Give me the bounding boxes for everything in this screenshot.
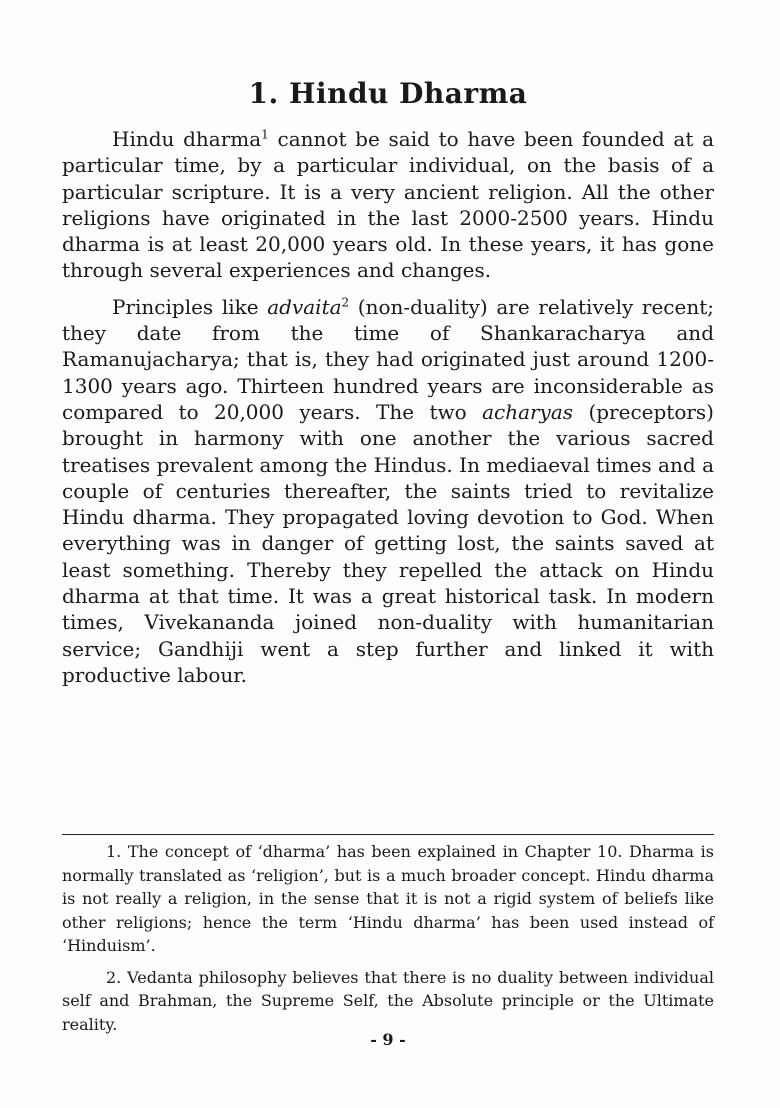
term-acharyas: acharyas bbox=[482, 399, 574, 424]
page-number: - 9 - bbox=[370, 1030, 406, 1049]
paragraph-2-part-b: (non-duality) are relatively recent; they date from the time of Shankaracharya and Ramanujacharya; that is, they had originated just around 1200-1300 years ago. Thirteen hundred years are inconsiderable as compared to 20,000 years. The two bbox=[62, 294, 714, 424]
paragraph-2-part-a: Principles like bbox=[112, 294, 268, 319]
footnote-divider bbox=[62, 834, 714, 835]
footnote-1: 1. The concept of ‘dharma’ has been explained in Chapter 10. Dharma is normally translated as ‘religion’, but is a much broader concept. Hindu dharma is not really a religion, in the sense that it is not a rigid system of beliefs like other religions; hence the term ‘Hindu dharma’ has been used instead of ‘Hinduism’. bbox=[62, 842, 714, 955]
chapter-body bbox=[62, 126, 714, 698]
paragraph-2-part-c: (preceptors) brought in harmony with one another the various sacred treatises prevalent among the Hindus. In mediaeval times and a couple of centuries thereafter, the saints tried to revitalize Hindu dharma. They propagated loving devotion to God. When everything was in danger of getting lost, the saints saved at least something. Thereby they repelled the attack on Hindu dharma at that time. It was a great historical task. In modern times, Vivekananda joined non-duality with humanitarian service; Gandhiji went a step further and linked it with productive labour. bbox=[62, 399, 714, 687]
footnotes bbox=[62, 840, 714, 1044]
chapter-title: 1. Hindu Dharma bbox=[248, 77, 528, 110]
paragraph-1-part-a: Hindu dharma bbox=[112, 127, 262, 151]
footnote-ref-1: 1 bbox=[261, 127, 269, 142]
footnote-ref-2: 2 bbox=[341, 295, 350, 310]
paragraph-1 bbox=[62, 126, 714, 284]
paragraph-1-part-b: cannot be said to have been founded at a particular time, by a particular individual, on the basis of a particular scripture. It is a very ancient religion. All the other religions have originated in the last 2000-2500 years. Hindu dharma is at least 20,000 years old. In these years, it has gone through several experiences and changes. bbox=[62, 127, 714, 283]
footnote-2: 2. Vedanta philosophy believes that there is no duality between individual self and Brahman, the Supreme Self, the Absolute principle or the Ultimate reality. bbox=[62, 967, 714, 1034]
book-page bbox=[62, 0, 714, 1108]
term-advaita: advaita bbox=[267, 294, 342, 319]
paragraph-2 bbox=[62, 294, 714, 688]
